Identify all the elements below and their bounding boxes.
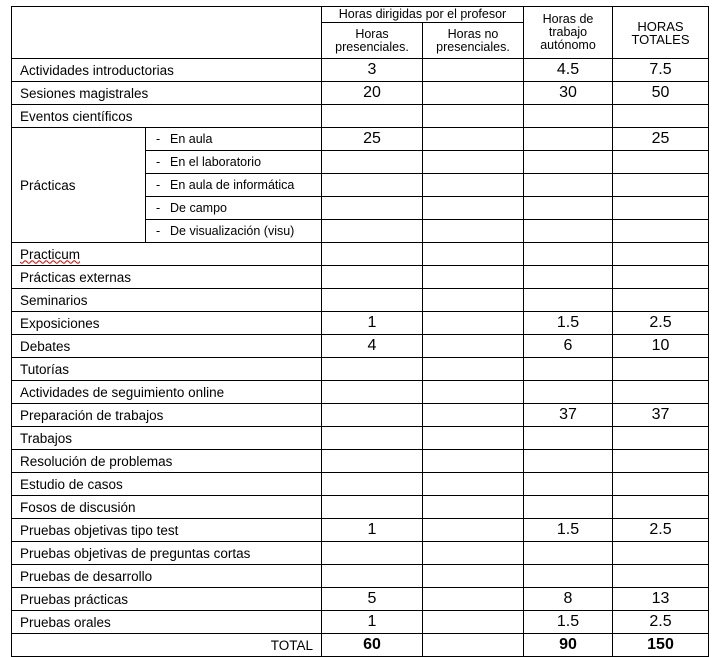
horas-autonomo-cell [524,496,613,519]
horas-totales-cell [613,151,709,174]
header-no-presenciales [423,23,524,59]
table-row [12,381,709,404]
horas-totales-cell [613,565,709,588]
horas-presenciales-cell [322,289,423,312]
horas-totales-cell: 2.5 [613,611,709,634]
horas-totales-cell [613,266,709,289]
horas-autonomo-cell: 30 [524,82,613,105]
horas-no-presenciales-cell [423,565,524,588]
table-row-practicas [12,128,709,151]
header-profesor-group: Horas dirigidas por el profesor [322,7,524,23]
horas-presenciales-cell: 1 [322,519,423,542]
activity-label-cell [12,381,322,404]
total-pres-cell: 60 [322,634,423,657]
header-no-presenciales-line: presenciales. [436,39,510,54]
activity-label: Tutorías [20,361,70,377]
horas-no-presenciales-cell [423,611,524,634]
header-row-1 [12,7,709,23]
horas-no-presenciales-cell [423,381,524,404]
practicas-subtype-cell [146,197,322,220]
horas-presenciales-cell [322,542,423,565]
horas-presenciales-cell: 25 [322,128,423,151]
table-row [12,266,709,289]
horas-totales-cell [613,542,709,565]
hours-table [11,6,709,657]
activity-label-cell [12,404,322,427]
activity-label: Pruebas objetivas tipo test [20,522,179,538]
activity-label: Prácticas externas [20,269,132,285]
horas-totales-cell [613,289,709,312]
horas-no-presenciales-cell [423,151,524,174]
horas-autonomo-cell [524,358,613,381]
horas-autonomo-cell [524,197,613,220]
horas-presenciales-cell [322,450,423,473]
horas-no-presenciales-cell [423,427,524,450]
bullet-dash: - [156,201,161,215]
horas-presenciales-cell [322,358,423,381]
horas-autonomo-cell [524,174,613,197]
header-presenciales-line: presenciales. [335,39,409,54]
horas-totales-cell [613,496,709,519]
activity-label: Pruebas de desarrollo [20,568,153,584]
total-label-cell: TOTAL [12,634,322,657]
activity-label: Trabajos [20,430,73,446]
horas-presenciales-cell [322,220,423,243]
horas-autonomo-cell [524,105,613,128]
horas-totales-cell: 2.5 [613,312,709,335]
activity-label-cell [12,427,322,450]
activity-label-cell [12,519,322,542]
horas-totales-cell [613,220,709,243]
activity-label: Eventos científicos [20,108,133,124]
total-total-cell: 150 [613,634,709,657]
header-empty-cell [12,7,322,59]
horas-no-presenciales-cell [423,358,524,381]
horas-no-presenciales-cell [423,243,524,266]
horas-no-presenciales-cell [423,220,524,243]
horas-autonomo-cell: 4.5 [524,59,613,82]
table-row [12,450,709,473]
horas-totales-cell [613,243,709,266]
horas-autonomo-cell [524,450,613,473]
horas-autonomo-cell: 1.5 [524,611,613,634]
bullet-dash: - [156,178,161,192]
horas-autonomo-cell: 37 [524,404,613,427]
table-row [12,519,709,542]
table-row [12,473,709,496]
horas-presenciales-cell: 1 [322,611,423,634]
activity-label-cell [12,59,322,82]
horas-presenciales-cell [322,105,423,128]
activity-label: Sesiones magistrales [20,85,149,101]
horas-autonomo-cell [524,266,613,289]
practicas-subtype-label: De visualización (visu) [170,224,295,238]
horas-no-presenciales-cell [423,105,524,128]
activity-label: Actividades de seguimiento online [20,384,225,400]
horas-presenciales-cell [322,266,423,289]
table-row [12,289,709,312]
table-row [12,588,709,611]
bullet-dash: - [156,132,161,146]
activity-label: Seminarios [20,292,88,308]
horas-autonomo-cell [524,565,613,588]
practicas-subtype-label: En aula [170,132,213,146]
horas-no-presenciales-cell [423,128,524,151]
horas-autonomo-cell: 1.5 [524,519,613,542]
horas-no-presenciales-cell [423,174,524,197]
activity-label-cell [12,565,322,588]
total-auto-cell: 90 [524,634,613,657]
horas-presenciales-cell [322,197,423,220]
horas-presenciales-cell [322,151,423,174]
horas-autonomo-cell [524,289,613,312]
table-row [12,404,709,427]
activity-label: Fosos de discusión [20,499,136,515]
header-autonomo-line: Horas de [542,12,594,26]
horas-no-presenciales-cell [423,496,524,519]
activity-label-cell [12,542,322,565]
practicas-subtype-cell [146,128,322,151]
bullet-dash: - [156,224,161,238]
activity-label: Pruebas prácticas [20,591,129,607]
activity-label: Estudio de casos [20,476,123,492]
table-row [12,358,709,381]
total-row [12,634,709,657]
header-autonomo-line: autónomo [540,38,596,52]
practicas-subtype-label: De campo [170,201,227,215]
horas-no-presenciales-cell [423,197,524,220]
horas-autonomo-cell [524,151,613,174]
horas-autonomo-cell [524,220,613,243]
horas-presenciales-cell [322,496,423,519]
activity-label: Exposiciones [20,315,100,331]
header-presenciales [322,23,423,59]
horas-presenciales-cell: 5 [322,588,423,611]
bullet-dash: - [156,155,161,169]
table-row [12,335,709,358]
practicas-subtype-cell [146,174,322,197]
horas-presenciales-cell [322,404,423,427]
horas-no-presenciales-cell [423,82,524,105]
horas-no-presenciales-cell [423,450,524,473]
horas-autonomo-cell [524,542,613,565]
header-totales [613,7,709,59]
table-row [12,82,709,105]
horas-totales-cell [613,381,709,404]
horas-no-presenciales-cell [423,519,524,542]
header-presenciales-line: Horas [355,26,389,41]
horas-no-presenciales-cell [423,404,524,427]
table-row [12,243,709,266]
activity-label: Practicum [20,246,81,262]
horas-totales-cell [613,105,709,128]
activity-label-cell [12,473,322,496]
horas-autonomo-cell [524,128,613,151]
horas-totales-cell: 10 [613,335,709,358]
horas-totales-cell: 2.5 [613,519,709,542]
header-autonomo-line: trabajo [548,25,588,39]
practicas-label-cell: Prácticas [12,128,146,243]
horas-presenciales-cell: 4 [322,335,423,358]
horas-no-presenciales-cell [423,312,524,335]
horas-autonomo-cell [524,243,613,266]
horas-presenciales-cell [322,174,423,197]
table-row [12,542,709,565]
horas-totales-cell [613,473,709,496]
activity-label-cell [12,82,322,105]
horas-no-presenciales-cell [423,588,524,611]
activity-label: Pruebas objetivas de preguntas cortas [20,545,251,561]
horas-totales-cell: 13 [613,588,709,611]
header-totales-line: TOTALES [631,31,690,47]
horas-totales-cell [613,427,709,450]
horas-no-presenciales-cell [423,473,524,496]
horas-autonomo-cell: 6 [524,335,613,358]
activity-label-cell [12,243,322,266]
horas-no-presenciales-cell [423,266,524,289]
activity-label: Preparación de trabajos [20,407,164,423]
table-row [12,565,709,588]
horas-totales-cell: 37 [613,404,709,427]
table-row [12,312,709,335]
activity-label-cell [12,105,322,128]
practicas-subtype-cell [146,220,322,243]
horas-no-presenciales-cell [423,335,524,358]
table-row [12,427,709,450]
horas-totales-cell [613,197,709,220]
activity-label: Resolución de problemas [20,453,173,469]
horas-no-presenciales-cell [423,59,524,82]
practicas-subtype-label: En el laboratorio [170,155,262,169]
activity-label: Debates [20,338,71,354]
table-row [12,611,709,634]
horas-presenciales-cell [322,473,423,496]
activity-label: Actividades introductorias [20,62,174,78]
activity-label: Pruebas orales [20,614,111,630]
activity-label-cell [12,289,322,312]
header-totales-line: HORAS [637,18,684,34]
practicas-subtype-cell [146,151,322,174]
horas-autonomo-cell: 1.5 [524,312,613,335]
table-row [12,496,709,519]
practicas-subtype-label: En aula de informática [170,178,295,192]
horas-presenciales-cell: 1 [322,312,423,335]
table-row [12,105,709,128]
horas-no-presenciales-cell [423,289,524,312]
activity-label-cell [12,611,322,634]
activity-label-cell [12,358,322,381]
activity-label-cell [12,266,322,289]
activity-label-cell [12,312,322,335]
horas-presenciales-cell [322,381,423,404]
total-nopres-cell [423,634,524,657]
header-no-presenciales-line: Horas no [447,26,499,41]
horas-autonomo-cell [524,473,613,496]
horas-no-presenciales-cell [423,542,524,565]
horas-totales-cell [613,450,709,473]
horas-presenciales-cell: 20 [322,82,423,105]
activity-label-cell [12,450,322,473]
horas-totales-cell: 25 [613,128,709,151]
horas-presenciales-cell [322,427,423,450]
horas-autonomo-cell [524,381,613,404]
activity-label-cell [12,496,322,519]
horas-autonomo-cell: 8 [524,588,613,611]
horas-presenciales-cell [322,565,423,588]
horas-totales-cell [613,358,709,381]
horas-totales-cell [613,174,709,197]
header-autonomo [524,7,613,59]
horas-autonomo-cell [524,427,613,450]
activity-label-cell [12,588,322,611]
horas-totales-cell: 7.5 [613,59,709,82]
table-row [12,59,709,82]
activity-label-cell [12,335,322,358]
horas-totales-cell: 50 [613,82,709,105]
horas-presenciales-cell: 3 [322,59,423,82]
horas-presenciales-cell [322,243,423,266]
